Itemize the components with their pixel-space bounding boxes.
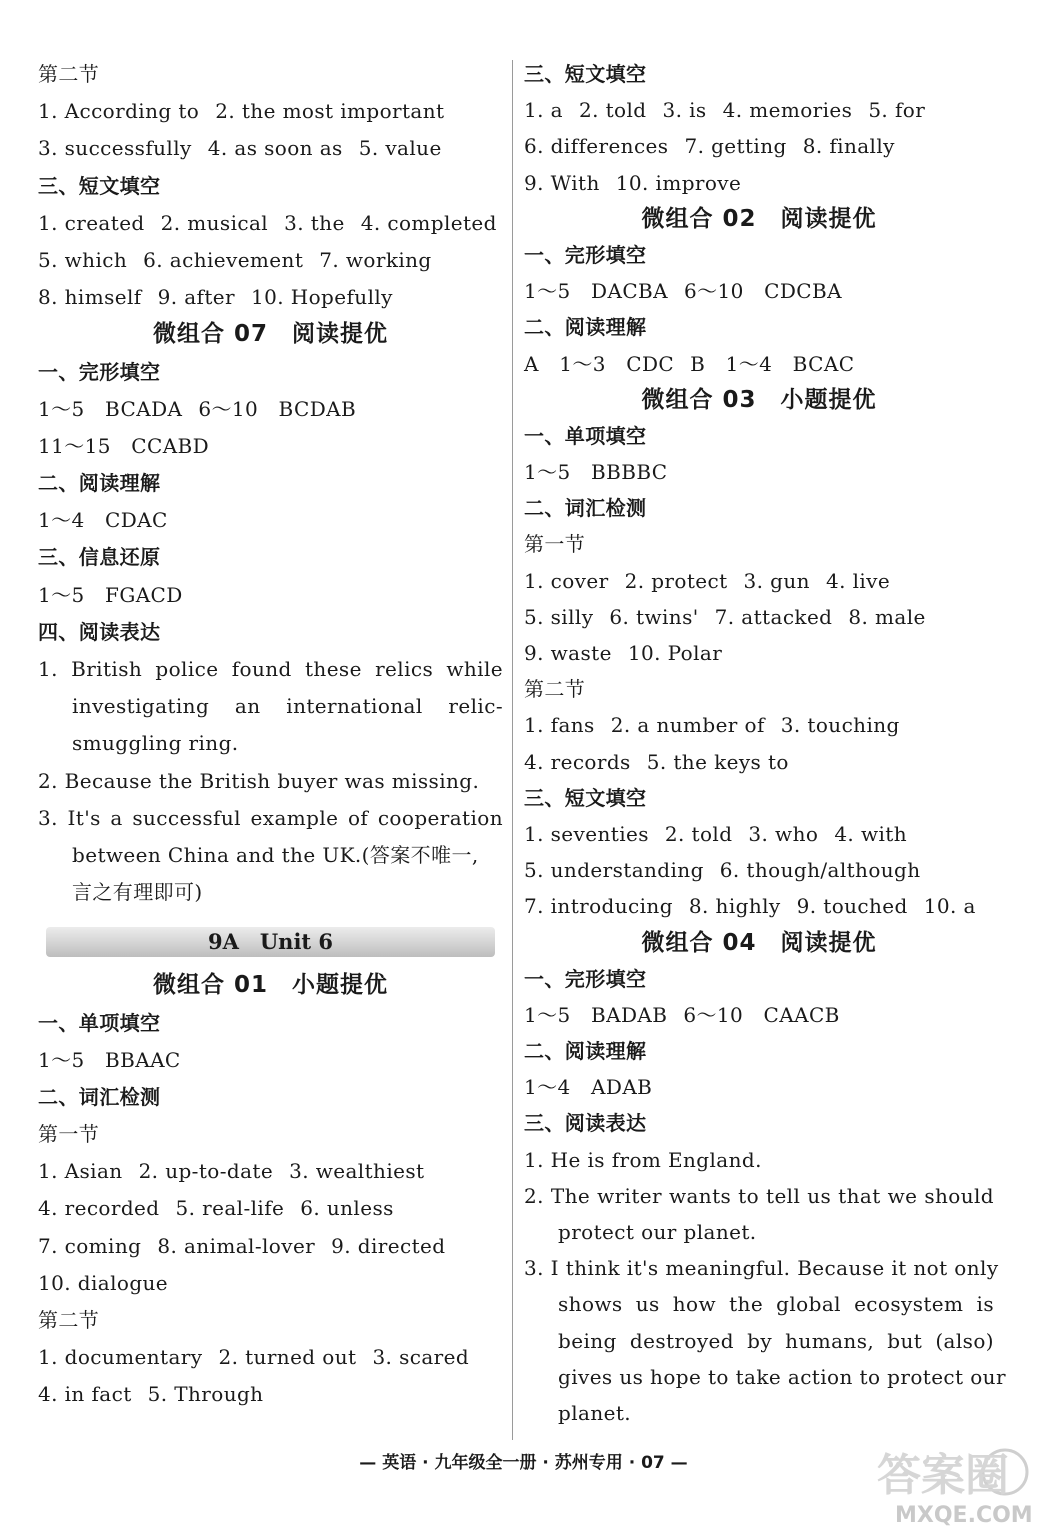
answer-item: 3. is [662, 98, 707, 123]
answer-text-line: investigating an international relic- [72, 694, 503, 719]
section-heading: 三、短文填空 [524, 62, 647, 86]
answer-text-line: 3. I think it's meaningful. Because it not only [524, 1256, 999, 1281]
answer-row [524, 888, 994, 924]
section-heading: 一、单项填空 [524, 423, 647, 448]
section-heading: 二、词汇检测 [524, 496, 647, 521]
answer-row [38, 577, 503, 614]
answer-text-line: 1. British police found these relics while [38, 657, 503, 681]
left-column [38, 56, 503, 1414]
answer-text-line: planet. [558, 1400, 632, 1425]
answer-row [524, 454, 994, 490]
subsection-heading: 第一节 [38, 1122, 100, 1147]
answer-item: 9. after [157, 285, 235, 310]
answer-item: 3. successfully [38, 136, 192, 161]
answer-item: 6. twins' [609, 604, 699, 629]
answer-row [524, 635, 994, 671]
answer-item: 3. scared [372, 1345, 470, 1370]
answer-item: 5. the keys to [646, 749, 789, 774]
answer-row [38, 1265, 503, 1302]
answer-row [38, 93, 503, 130]
section-heading: 一、完形填空 [38, 359, 161, 384]
answer-text-line: gives us hope to take action to protect our [558, 1364, 1006, 1389]
answer-row [38, 391, 503, 428]
answer-text-line: between China and the UK.(答案不唯一, [72, 842, 479, 867]
unit-banner: 9A Unit 6 [46, 927, 495, 957]
answer-item: 1～4 ADAB [524, 1075, 653, 1100]
answer-row [524, 599, 994, 635]
section-heading: 三、短文填空 [524, 785, 647, 810]
answer-item: 4. records [524, 749, 631, 774]
answer-item: 1～5 DACBA [524, 279, 668, 304]
answer-row [38, 1190, 503, 1227]
answer-item: 6. unless [300, 1196, 394, 1221]
answer-row [524, 744, 994, 780]
answer-item: A 1～3 CDC [524, 351, 675, 376]
page-footer: — 英语 · 九年级全一册 · 苏州专用 · 07 — [359, 1453, 688, 1473]
answer-item: 9. directed [331, 1233, 446, 1258]
right-column [524, 56, 1006, 1431]
answer-item: B 1～4 BCAC [690, 351, 855, 376]
answer-item: 3. the [284, 210, 345, 235]
section-heading: 二、阅读理解 [524, 315, 647, 340]
answer-item: 8. finally [802, 134, 895, 159]
answer-item: 4. recorded [38, 1196, 160, 1221]
answer-item: 6～10 BCDAB [198, 396, 357, 421]
answer-item: 1. created [38, 210, 145, 235]
answer-item: 7. introducing [524, 894, 673, 919]
subsection-heading: 第二节 [38, 1308, 100, 1332]
answer-item: 1. Asian [38, 1159, 123, 1184]
answer-item: 1～5 BBBBC [524, 460, 668, 485]
section-heading: 三、阅读表达 [524, 1111, 647, 1136]
answer-row [524, 852, 994, 888]
watermark-logo-text: 答案圈 [877, 1450, 1009, 1501]
answer-text-line: protect our planet. [558, 1220, 757, 1244]
answer-item: 1～5 BBAAC [38, 1047, 181, 1072]
answer-item: 8. animal-lover [157, 1233, 316, 1258]
answer-item: 5. understanding [524, 858, 704, 883]
column-divider [512, 60, 513, 1440]
answer-row [524, 563, 994, 599]
section-heading: 一、单项填空 [38, 1010, 161, 1035]
answer-row [524, 997, 994, 1033]
answer-item: 5. real-life [175, 1196, 285, 1221]
answer-row [38, 205, 503, 242]
answer-item: 2. musical [160, 210, 269, 235]
answer-item: 2. a number of [610, 713, 765, 738]
section-heading: 三、短文填空 [38, 173, 161, 198]
answer-item: 1～5 FGACD [38, 582, 183, 607]
answer-item: 2. protect [624, 568, 728, 593]
answer-item: 1～5 BCADA [38, 396, 183, 421]
watermark-logo [837, 1432, 1037, 1528]
answer-row [38, 1153, 503, 1190]
group-title: 微组合 07 阅读提优 [152, 321, 388, 348]
answer-row [524, 1069, 994, 1105]
answer-row [38, 1339, 503, 1376]
answer-item: 6. achievement [143, 247, 304, 272]
answer-item: 6～10 CDCBA [683, 279, 842, 304]
answer-item: 5. value [358, 136, 442, 161]
answer-item: 6～10 CAACB [683, 1002, 840, 1027]
answer-item: 6. differences [524, 134, 669, 159]
answer-row [38, 1228, 503, 1265]
answer-item: 4. completed [360, 210, 497, 235]
answer-item: 2. turned out [218, 1345, 357, 1370]
answer-row [38, 130, 503, 167]
answer-item: 10. dialogue [38, 1270, 169, 1295]
answer-item: 2. up-to-date [138, 1159, 274, 1184]
section-heading: 一、完形填空 [524, 966, 647, 991]
answer-item: 11～15 CCABD [38, 433, 210, 458]
answer-row [524, 816, 994, 852]
answer-item: 3. wealthiest [289, 1159, 425, 1184]
answer-item: 4. memories [722, 98, 853, 123]
answer-item: 1～5 BADAB [524, 1002, 668, 1027]
answer-item: 1. documentary [38, 1345, 203, 1370]
answer-item: 3. who [748, 821, 819, 846]
section-heading: 一、完形填空 [524, 242, 647, 267]
answer-text-line: 2. Because the British buyer was missing. [38, 768, 480, 793]
answer-item: 1～4 CDAC [38, 508, 168, 533]
answer-row [38, 502, 503, 539]
answer-item: 5. for [868, 98, 926, 123]
answer-row [524, 707, 994, 743]
answer-item: 7. getting [684, 134, 787, 159]
answer-row [524, 273, 994, 309]
section-heading: 三、信息还原 [38, 545, 161, 570]
answer-item: 8. himself [38, 285, 142, 310]
answer-item: 5. which [38, 247, 128, 272]
group-title: 微组合 03 小题提优 [641, 386, 877, 413]
answer-item: 2. told [578, 98, 647, 123]
answer-item: 1. fans [524, 713, 595, 738]
answer-item: 7. coming [38, 1233, 142, 1258]
answer-item: 8. male [848, 604, 926, 629]
answer-text-line: smuggling ring. [72, 731, 239, 756]
group-title: 微组合 01 小题提优 [152, 972, 388, 999]
answer-item: 1. cover [524, 568, 609, 593]
subsection-heading: 第二节 [38, 62, 100, 86]
answer-item: 9. waste [524, 641, 612, 665]
group-title: 微组合 04 阅读提优 [641, 929, 877, 956]
answer-row [38, 1042, 503, 1079]
answer-item: 4. with [834, 821, 907, 846]
answer-item: 3. gun [743, 568, 810, 593]
answer-row [524, 165, 994, 201]
answer-item: 3. touching [780, 713, 900, 738]
answer-text-line: 言之有理即可) [72, 880, 203, 905]
answer-item: 7. attacked [714, 604, 833, 629]
answer-item: 1. seventies [524, 821, 649, 846]
section-heading: 二、词汇检测 [38, 1084, 161, 1109]
answer-item: 1. According to [38, 99, 200, 124]
answer-item: 1. a [524, 98, 563, 123]
answer-item: 7. working [319, 247, 432, 272]
answer-item: 6. though/although [719, 858, 921, 883]
subsection-heading: 第一节 [524, 532, 586, 557]
answer-text-line: being destroyed by humans, but (also) [558, 1328, 994, 1353]
answer-item: 4. in fact [38, 1382, 132, 1407]
answer-row [524, 92, 994, 128]
answer-text-line: shows us how the global ecosystem is [558, 1292, 994, 1317]
section-heading: 二、阅读理解 [524, 1039, 647, 1064]
answer-row [38, 1376, 503, 1413]
answer-text-line: 3. It's a successful example of cooperation [38, 805, 503, 830]
answer-item: 4. as soon as [207, 136, 343, 161]
answer-item: 5. silly [524, 604, 594, 629]
answer-item: 4. live [825, 568, 891, 593]
section-heading: 二、阅读理解 [38, 471, 161, 496]
answer-row [38, 242, 503, 279]
answer-row [524, 128, 994, 164]
answer-item: 10. Hopefully [251, 285, 393, 310]
watermark-site-text: MXQE.COM [895, 1503, 1033, 1528]
answer-row [38, 428, 503, 465]
answer-item: 8. highly [688, 894, 781, 919]
section-heading: 四、阅读表达 [38, 619, 161, 644]
answer-text-line: 2. The writer wants to tell us that we should [524, 1183, 994, 1208]
answer-item: 9. With [524, 170, 600, 195]
subsection-heading: 第二节 [524, 677, 586, 702]
answer-item: 10. improve [615, 170, 742, 195]
answer-item: 2. told [664, 821, 733, 846]
answer-item: 10. a [923, 894, 976, 919]
answer-row [524, 346, 994, 382]
answer-item: 5. Through [147, 1382, 264, 1407]
answer-item: 9. touched [796, 894, 908, 919]
answer-row [38, 279, 503, 316]
answer-text-line: 1. He is from England. [524, 1147, 762, 1172]
answer-item: 10. Polar [627, 641, 723, 665]
group-title: 微组合 02 阅读提优 [641, 205, 877, 232]
answer-item: 2. the most important [215, 99, 445, 124]
